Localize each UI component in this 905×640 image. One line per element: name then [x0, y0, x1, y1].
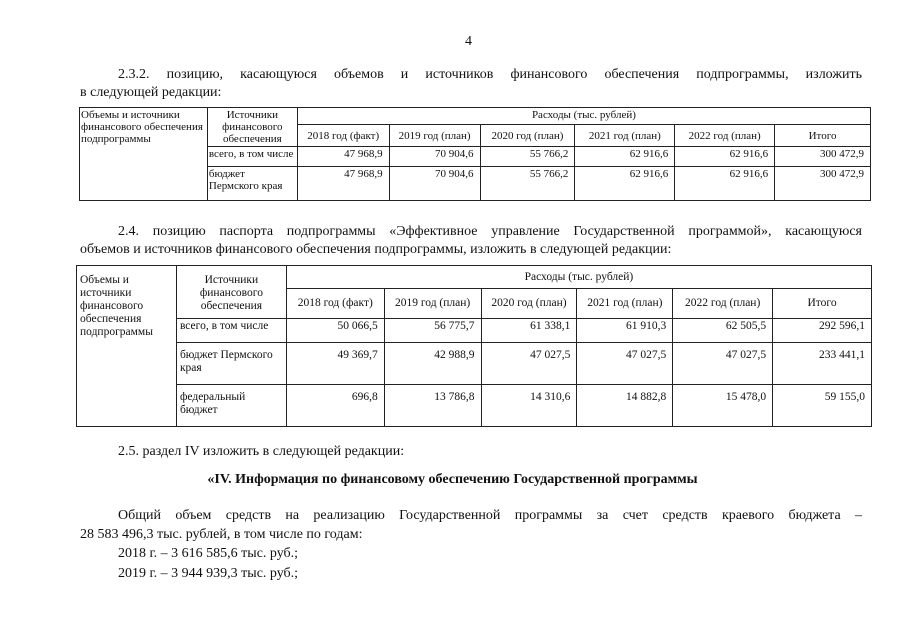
table-cell: 14 882,8	[577, 385, 673, 427]
table2-year-2022: 2022 год (план)	[673, 289, 773, 319]
table1-volume-header: Объемы и источники финансового обеспечения подпрограммы	[80, 108, 208, 201]
year-amount-2018: 2018 г. – 3 616 585,6 тыс. руб.;	[118, 546, 299, 561]
table-cell: 13 786,8	[384, 385, 481, 427]
table-cell: 70 904,6	[389, 147, 480, 167]
table1-expenses-header: Расходы (тыс. рублей)	[297, 108, 870, 125]
table1-year-2020: 2020 год (план)	[480, 125, 575, 147]
paragraph-2-5: 2.5. раздел IV изложить в следующей редакции:	[118, 444, 405, 459]
table-cell: 47 027,5	[481, 343, 577, 385]
table-cell: 14 310,6	[481, 385, 577, 427]
table-cell: 47 027,5	[673, 343, 773, 385]
table2-row-label: всего, в том числе	[176, 319, 286, 343]
table2-expenses-header: Расходы (тыс. рублей)	[286, 266, 871, 289]
table2-sources-header: Источники финансового обеспечения	[176, 266, 286, 319]
financing-table-2	[76, 265, 872, 427]
table-cell: 50 066,5	[286, 319, 384, 343]
table1-year-2022: 2022 год (план)	[675, 125, 775, 147]
paragraph-2-4-line2: объемов и источников финансового обеспечения подпрограммы, изложить в следующей редакции:	[80, 242, 672, 257]
page-number: 4	[465, 34, 472, 49]
table-cell: 62 916,6	[675, 167, 775, 201]
table1-year-2021: 2021 год (план)	[575, 125, 675, 147]
general-volume-line2: 28 583 496,3 тыс. рублей, в том числе по годам:	[80, 527, 363, 542]
table-cell: 55 766,2	[480, 167, 575, 201]
table1-year-2019: 2019 год (план)	[389, 125, 480, 147]
table-cell: 61 910,3	[577, 319, 673, 343]
table-cell: 70 904,6	[389, 167, 480, 201]
table2-total-header: Итого	[773, 289, 872, 319]
table1-row-label: всего, в том числе	[207, 147, 297, 167]
table-cell: 61 338,1	[481, 319, 577, 343]
table-cell: 292 596,1	[773, 319, 872, 343]
table-cell: 62 505,5	[673, 319, 773, 343]
table2-row-label: федеральный бюджет	[176, 385, 286, 427]
paragraph-2-4-line1: 2.4. позицию паспорта подпрограммы «Эффективное управление Государственной программой», касающуюся	[118, 224, 862, 239]
table-cell: 47 968,9	[297, 147, 389, 167]
table2-volume-header: Объемы и источники финансового обеспечения подпрограммы	[77, 266, 177, 427]
table-cell: 55 766,2	[480, 147, 575, 167]
table-row	[77, 319, 872, 343]
table1-total-header: Итого	[775, 125, 871, 147]
table2-row-label: бюджет Пермского края	[176, 343, 286, 385]
general-volume-line1: Общий объем средств на реализацию Государственной программы за счет средств краевого бюджета –	[118, 508, 862, 523]
table-row	[77, 343, 872, 385]
table-cell: 42 988,9	[384, 343, 481, 385]
section-heading: «IV. Информация по финансовому обеспечению Государственной программы	[207, 472, 698, 487]
table-cell: 56 775,7	[384, 319, 481, 343]
table-cell: 696,8	[286, 385, 384, 427]
table-cell: 300 472,9	[775, 167, 871, 201]
paragraph-2-3-2-line2: в следующей редакции:	[80, 85, 222, 100]
table2-year-2021: 2021 год (план)	[577, 289, 673, 319]
table2-year-2018: 2018 год (факт)	[286, 289, 384, 319]
table2-year-2019: 2019 год (план)	[384, 289, 481, 319]
paragraph-2-3-2-line1: 2.3.2. позицию, касающуюся объемов и источников финансового обеспечения подпрограммы, изложить	[118, 67, 862, 82]
table-cell: 62 916,6	[675, 147, 775, 167]
year-amount-2019: 2019 г. – 3 944 939,3 тыс. руб.;	[118, 566, 299, 581]
table-cell: 47 027,5	[577, 343, 673, 385]
table-row	[77, 385, 872, 427]
table1-year-2018: 2018 год (факт)	[297, 125, 389, 147]
table-cell: 62 916,6	[575, 167, 675, 201]
table1-row-label: бюджет Пермского края	[207, 167, 297, 201]
table-cell: 59 155,0	[773, 385, 872, 427]
table-cell: 49 369,7	[286, 343, 384, 385]
table-cell: 47 968,9	[297, 167, 389, 201]
table-cell: 300 472,9	[775, 147, 871, 167]
financing-table-1	[79, 107, 871, 201]
table1-sources-header: Источники финансового обеспечения	[207, 108, 297, 147]
table-cell: 233 441,1	[773, 343, 872, 385]
table-cell: 15 478,0	[673, 385, 773, 427]
table-cell: 62 916,6	[575, 147, 675, 167]
table2-year-2020: 2020 год (план)	[481, 289, 577, 319]
